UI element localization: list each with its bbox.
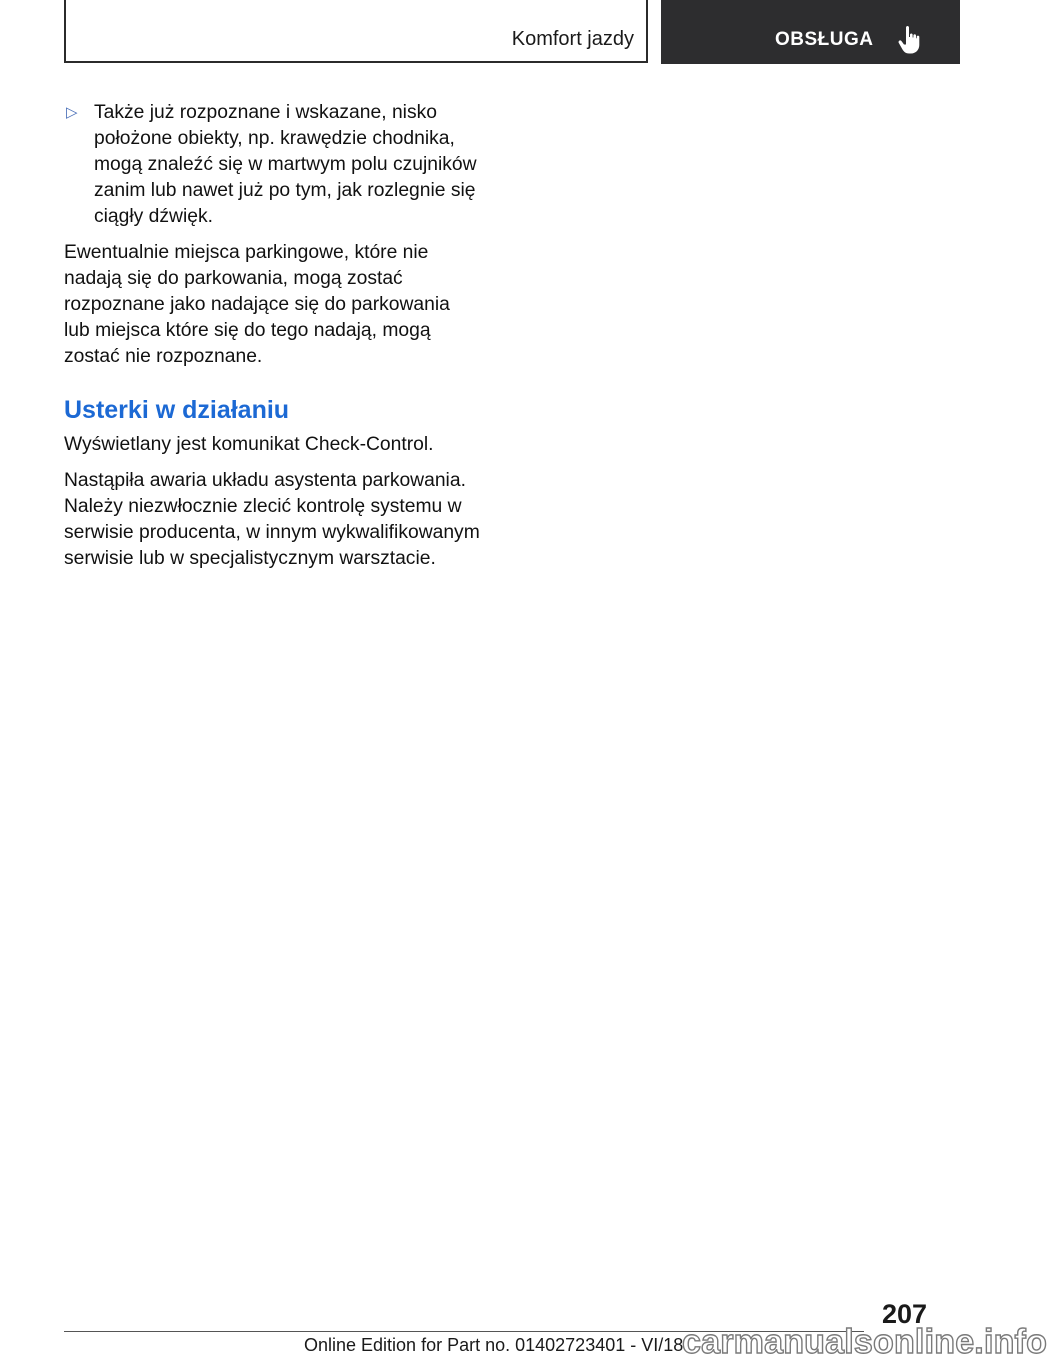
paragraph: Nastąpiła awaria układu asystenta parkowania. Należy niezwłocznie zlecić kontrolę systemu w serwisie producenta, w innym wykwalifikowanym serwisie lub w specjalistycznym warsztacie. — [64, 470, 480, 569]
bullet-text: Także już rozpoznane i wskazane, nisko położone obiekty, np. krawędzie chodnika, mogą znaleźć się w martwym polu czujników zanim lub nawet już po tym, jak rozlegnie się ciągły dźwięk. — [94, 102, 477, 227]
list-item — [64, 100, 480, 230]
edition-note: Online Edition for Part no. 01402723401 - VI/18 — [304, 1335, 684, 1355]
paragraph: Ewentualnie miejsca parkingowe, które nie nadają się do parkowania, mogą zostać rozpoznane jako nadające się do parkowania lub miejsca które się do tego nadają, mogą zostać nie rozpoznane. — [64, 242, 450, 367]
page-content — [64, 100, 480, 582]
section-heading: Usterki w działaniu — [64, 396, 290, 424]
section-title-box — [64, 0, 648, 63]
page-header — [0, 0, 960, 66]
section-title: Komfort jazdy — [511, 28, 634, 50]
chapter-label: OBSŁUGA — [775, 29, 874, 50]
watermark: carmanualsonline.info — [682, 1323, 1047, 1361]
pointing-hand-icon — [898, 26, 920, 54]
bullet-triangle-icon: ▷ — [66, 104, 78, 121]
chapter-tab — [661, 0, 960, 64]
page-number: 207 — [881, 1299, 927, 1329]
paragraph: Wyświetlany jest komunikat Check-Control. — [64, 434, 434, 455]
